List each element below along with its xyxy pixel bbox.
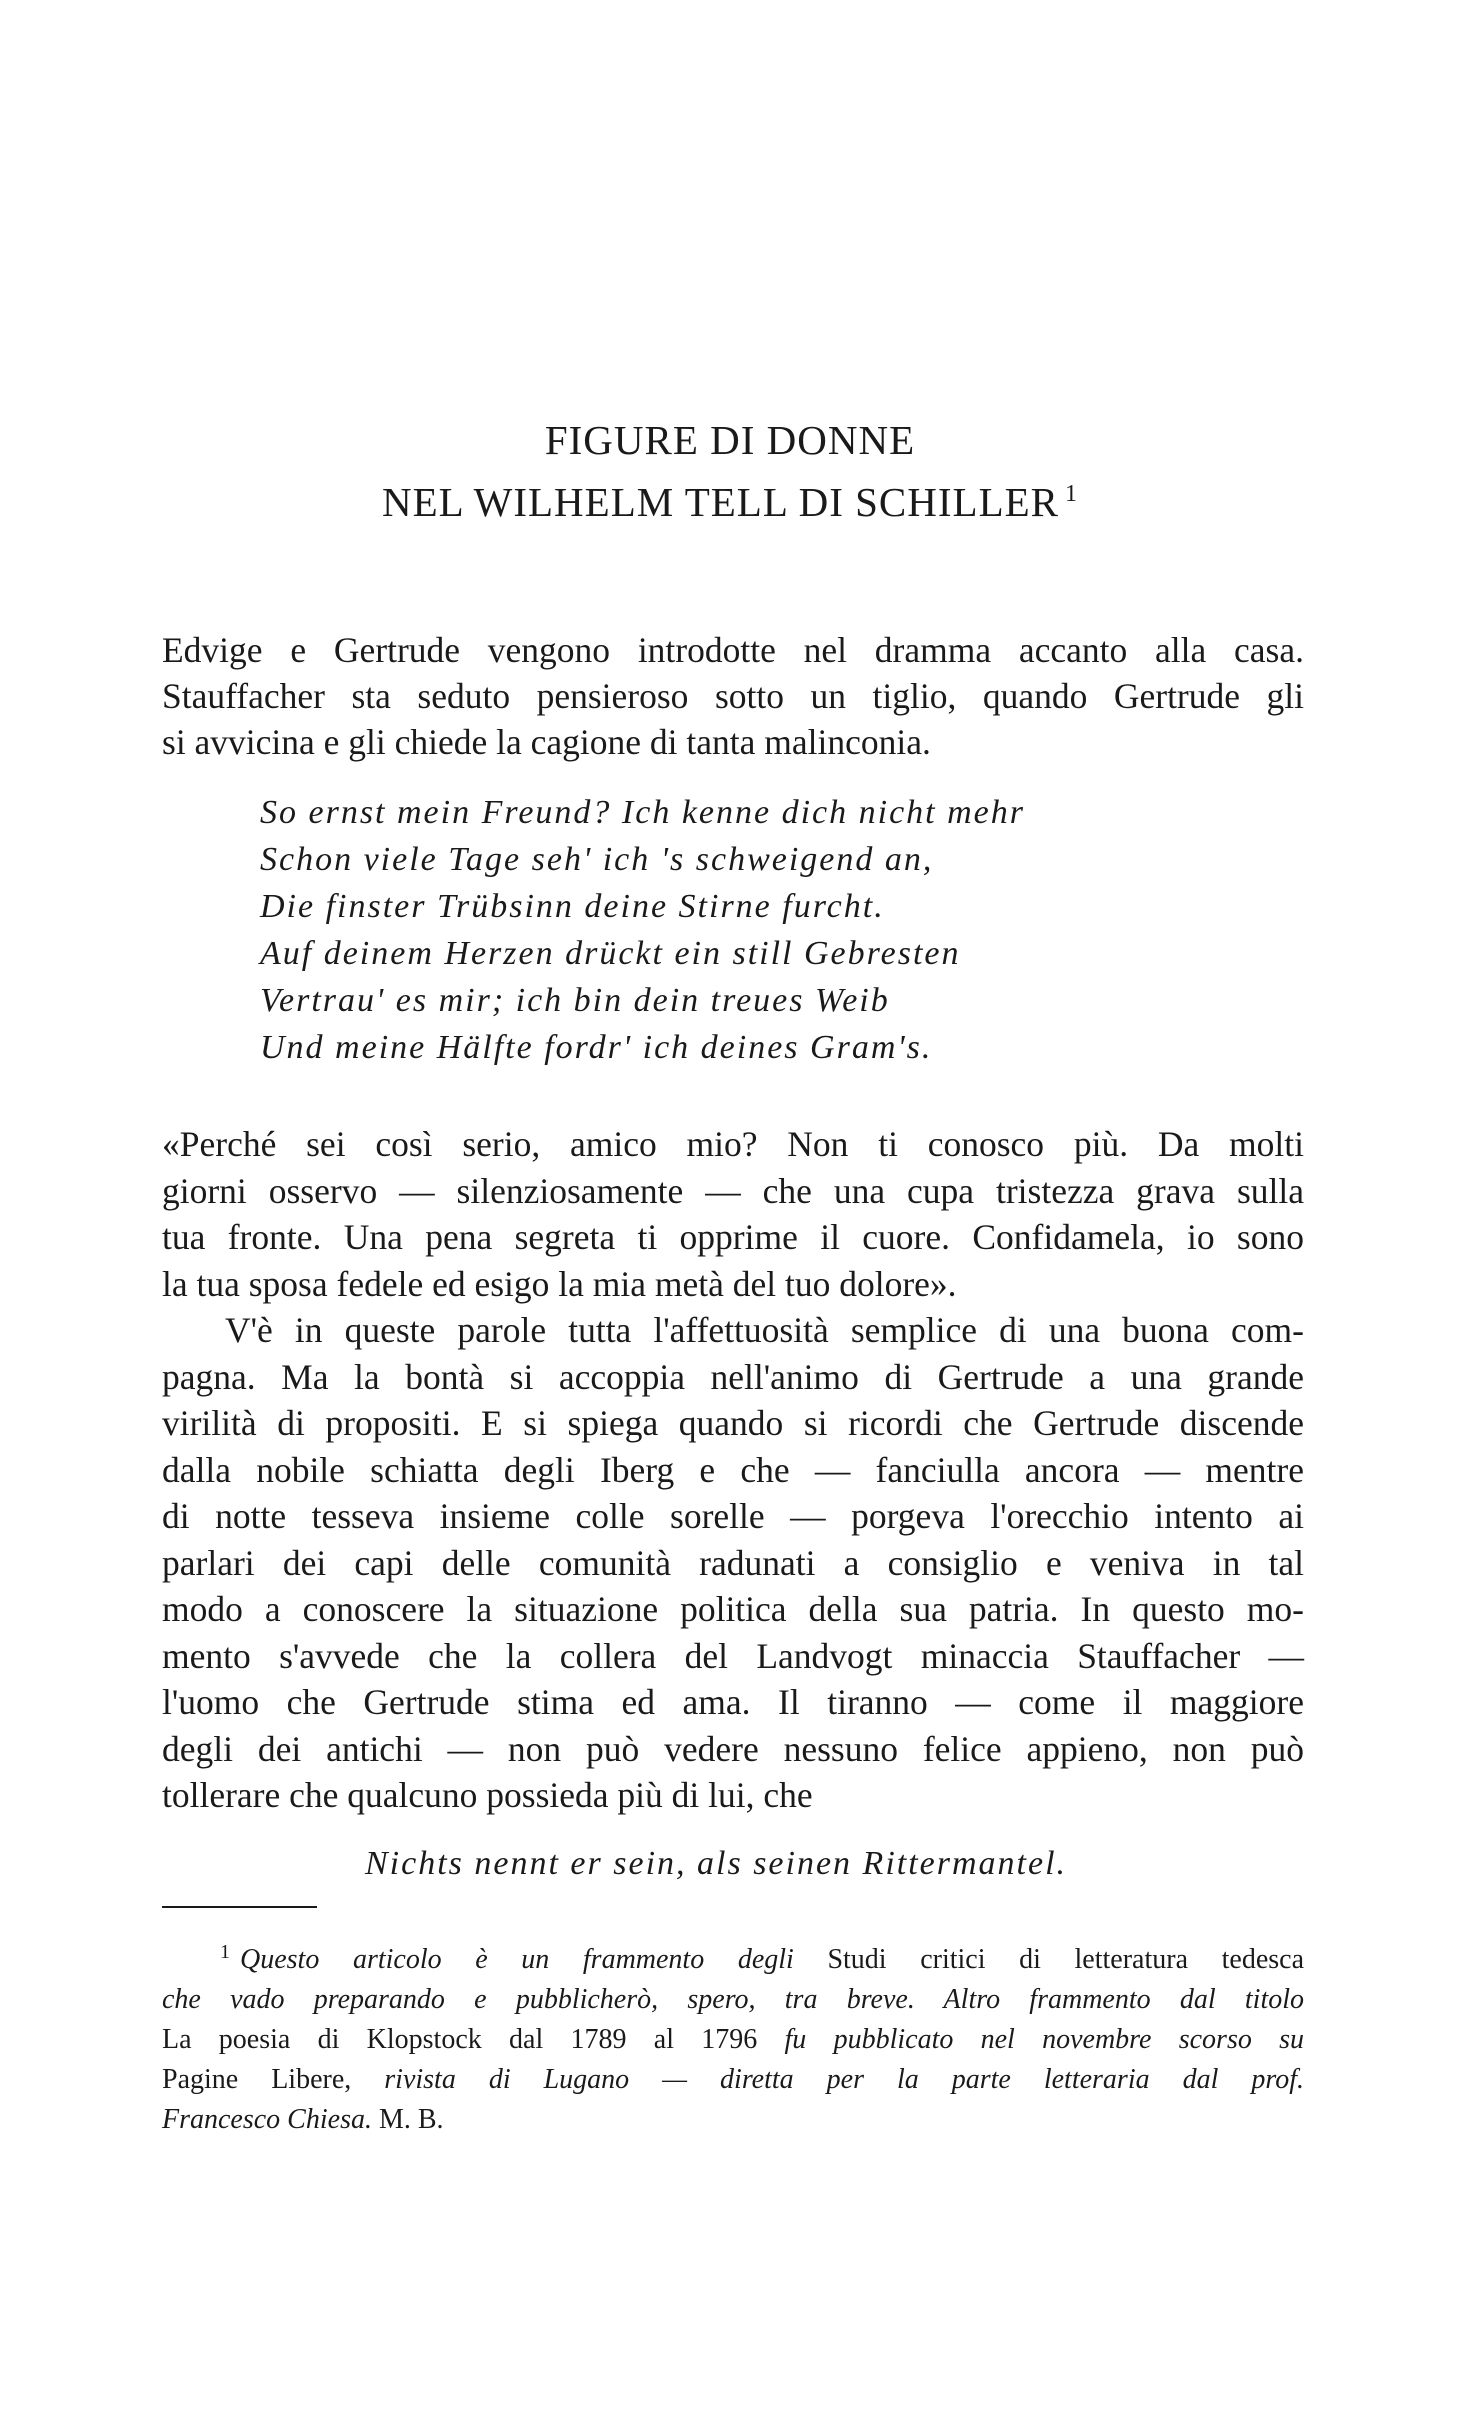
title-line-1: [160, 415, 1300, 465]
body-line: di notte tesseva insieme colle sorelle — porgeva l'orecchio intento ai: [162, 1496, 1304, 1536]
body-line: tollerare che qualcuno possieda più di lui, che: [162, 1775, 813, 1815]
body-line: modo a conoscere la situazione politica della sua patria. In questo mo-: [162, 1589, 1304, 1629]
intro-line: Stauffacher sta seduto pensieroso sotto un tiglio, quando Gertrude gli: [162, 676, 1304, 716]
footnote-line: Francesco Chiesa. M. B.: [162, 2104, 444, 2135]
body-line: mento s'avvede che la collera del Landvogt minaccia Stauffacher —: [162, 1636, 1304, 1676]
title-line-2: [160, 477, 1300, 527]
verse-line: Die finster Trübsinn deine Stirne furcht.: [260, 888, 885, 925]
footnote-line: che vado preparando e pubblicherò, spero, tra breve. Altro frammento dal titolo: [162, 1984, 1304, 2015]
verse-line: So ernst mein Freund? Ich kenne dich nicht mehr: [260, 794, 1026, 831]
verse-line: Vertrau' es mir; ich bin dein treues Weib: [260, 982, 890, 1019]
body-line: pagna. Ma la bontà si accoppia nell'animo di Gertrude a una grande: [162, 1357, 1304, 1397]
translation-line: tua fronte. Una pena segreta ti opprime il cuore. Confidamela, io sono: [162, 1217, 1304, 1257]
title-footnote-ref: 1: [1065, 481, 1079, 508]
verse-line: Und meine Hälfte fordr' ich deines Gram's.: [260, 1029, 933, 1066]
footnote-line: La poesia di Klopstock dal 1789 al 1796 fu pubblicato nel novembre scorso su: [162, 2024, 1305, 2055]
body-line: virilità di propositi. E si spiega quando si ricordi che Gertrude discende: [162, 1403, 1304, 1443]
translation-line: la tua sposa fedele ed esigo la mia metà del tuo dolore».: [162, 1264, 957, 1304]
quote-line: Nichts nennt er sein, als seinen Rittermantel.: [365, 1845, 1068, 1882]
verse-line: Auf deinem Herzen drückt ein still Gebresten: [260, 935, 961, 972]
title-text-1: FIGURE DI DONNE: [544, 417, 916, 463]
intro-line: Edvige e Gertrude vengono introdotte nel dramma accanto alla casa.: [162, 630, 1304, 670]
footnote-mark: 1: [220, 1940, 230, 1963]
translation-line: «Perché sei così serio, amico mio? Non ti conosco più. Da molti: [162, 1124, 1304, 1164]
body-line: l'uomo che Gertrude stima ed ama. Il tiranno — come il maggiore: [162, 1682, 1304, 1722]
body-line: dalla nobile schiatta degli Iberg e che — fanciulla ancora — mentre: [162, 1450, 1304, 1490]
body-line: V'è in queste parole tutta l'affettuosità semplice di una buona com-: [225, 1310, 1304, 1350]
translation-line: giorni osservo — silenziosamente — che una cupa tristezza grava sulla: [162, 1171, 1304, 1211]
body-line: degli dei antichi — non può vedere nessuno felice appieno, non può: [162, 1729, 1304, 1769]
title-text-2: NEL WILHELM TELL DI SCHILLER: [381, 479, 1060, 525]
footnote-line: $^1$ Questo articolo è un frammento degli Studi critici di letteratura tedesca: [220, 1940, 1304, 1975]
footnote-line: Pagine Libere, rivista di Lugano — diretta per la parte letteraria dal prof.: [162, 2064, 1304, 2095]
footnote-separator: [162, 1906, 317, 1908]
verse-line: Schon viele Tage seh' ich 's schweigend an,: [260, 841, 934, 878]
intro-line: si avvicina e gli chiede la cagione di tanta malinconia.: [162, 722, 931, 762]
body-line: parlari dei capi delle comunità radunati a consiglio e veniva in tal: [162, 1543, 1304, 1583]
